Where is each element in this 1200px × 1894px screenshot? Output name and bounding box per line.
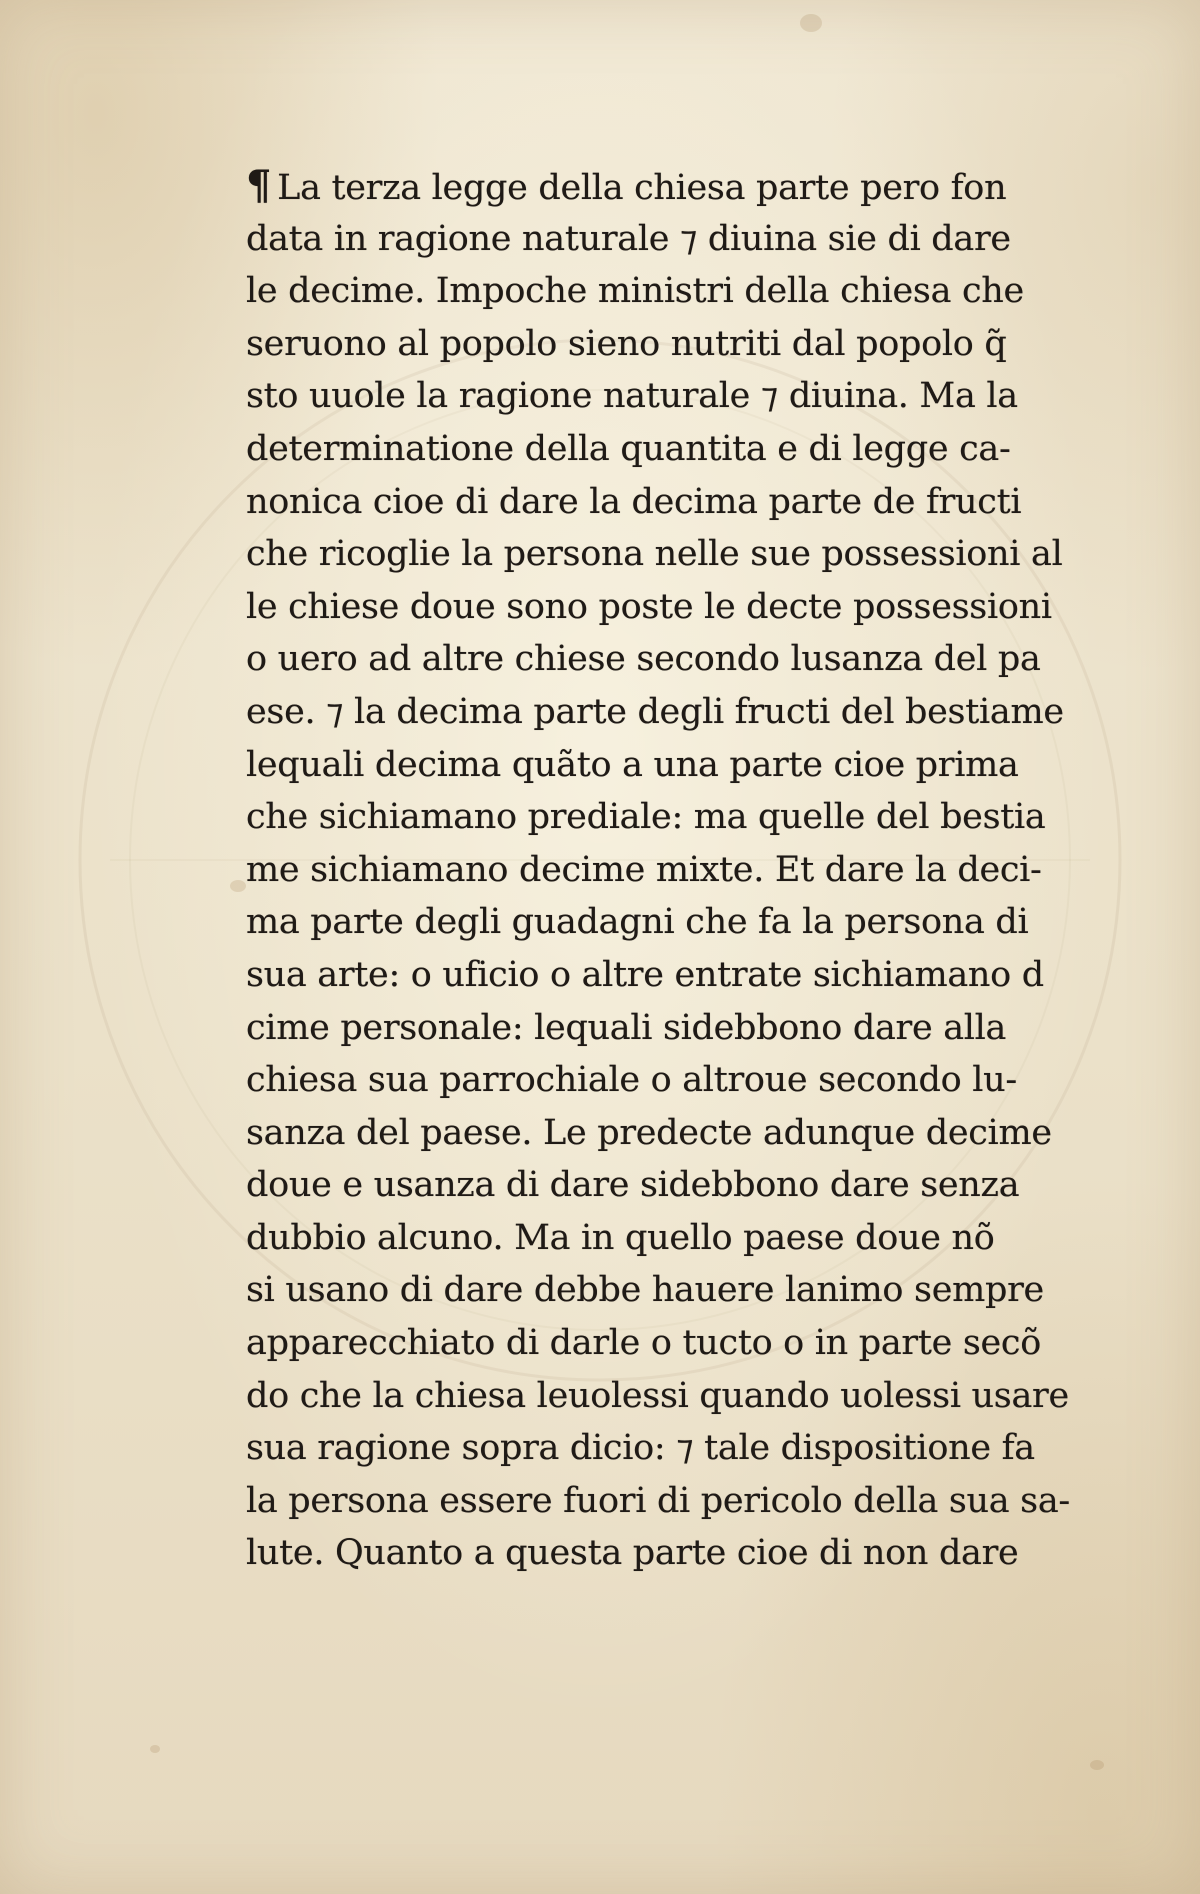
text-line: do che la chiesa leuolessi quando uolessi usare — [246, 1375, 1069, 1416]
text-line: che sichiamano prediale: ma quelle del bestia — [246, 797, 1046, 838]
text-line-1 — [246, 160, 1086, 213]
text-line: che ricoglie la persona nelle sue possessioni al — [246, 534, 1063, 575]
text-line: data in ragione naturale ⁊ diuina sie di dare — [246, 218, 1011, 259]
foxing-spot — [230, 880, 246, 892]
text-line: chiesa sua parrochiale o altroue secondo lu- — [246, 1060, 1017, 1101]
text-line: ese. ⁊ la decima parte degli fructi del bestiame — [246, 691, 1064, 732]
text-line: sanza del paese. Le predecte adunque decime — [246, 1112, 1052, 1153]
text-line: o uero ad altre chiese secondo lusanza del pa — [246, 639, 1041, 680]
text-line: determinatione della quantita e di legge ca- — [246, 428, 1011, 469]
text-line: le decime. Impoche ministri della chiesa che — [246, 271, 1024, 312]
pilcrow-mark: ¶ — [246, 162, 272, 209]
foxing-spot — [150, 1745, 160, 1753]
text-line: ma parte degli guadagni che fa la persona di — [246, 902, 1029, 943]
text-line: sua arte: o uficio o altre entrate sichiamano d — [246, 954, 1044, 995]
text-line: sto uuole la ragione naturale ⁊ diuina. Ma la — [246, 376, 1018, 417]
text-line: doue e usanza di dare sidebbono dare senza — [246, 1165, 1020, 1206]
text-line: apparecchiato di darle o tucto o in parte secõ — [246, 1323, 1041, 1364]
foxing-spot — [1090, 1760, 1104, 1770]
text-line: la persona essere fuori di pericolo della sua sa- — [246, 1480, 1070, 1521]
text-line: nonica cioe di dare la decima parte de fructi — [246, 481, 1022, 522]
foxing-spot — [800, 14, 822, 32]
text-line: seruono al popolo sieno nutriti dal popolo q̃ — [246, 323, 1007, 364]
text-line: lute. Quanto a questa parte cioe di non dare — [246, 1533, 1019, 1574]
text-line: le chiese doue sono poste le decte possessioni — [246, 586, 1052, 627]
text-line: me sichiamano decime mixte. Et dare la deci- — [246, 849, 1042, 890]
text-line: si usano di dare debbe hauere lanimo sempre — [246, 1270, 1044, 1311]
text-line: lequali decima quãto a una parte cioe prima — [246, 744, 1019, 785]
text-line: cime personale: lequali sidebbono dare alla — [246, 1007, 1007, 1048]
text-line-content: La terza legge della chiesa parte pero fon — [277, 168, 1007, 208]
text-line: dubbio alcuno. Ma in quello paese doue nõ — [246, 1217, 995, 1258]
text-line: sua ragione sopra dicio: ⁊ tale dispositione fa — [246, 1428, 1035, 1469]
body-text — [246, 160, 1086, 1580]
